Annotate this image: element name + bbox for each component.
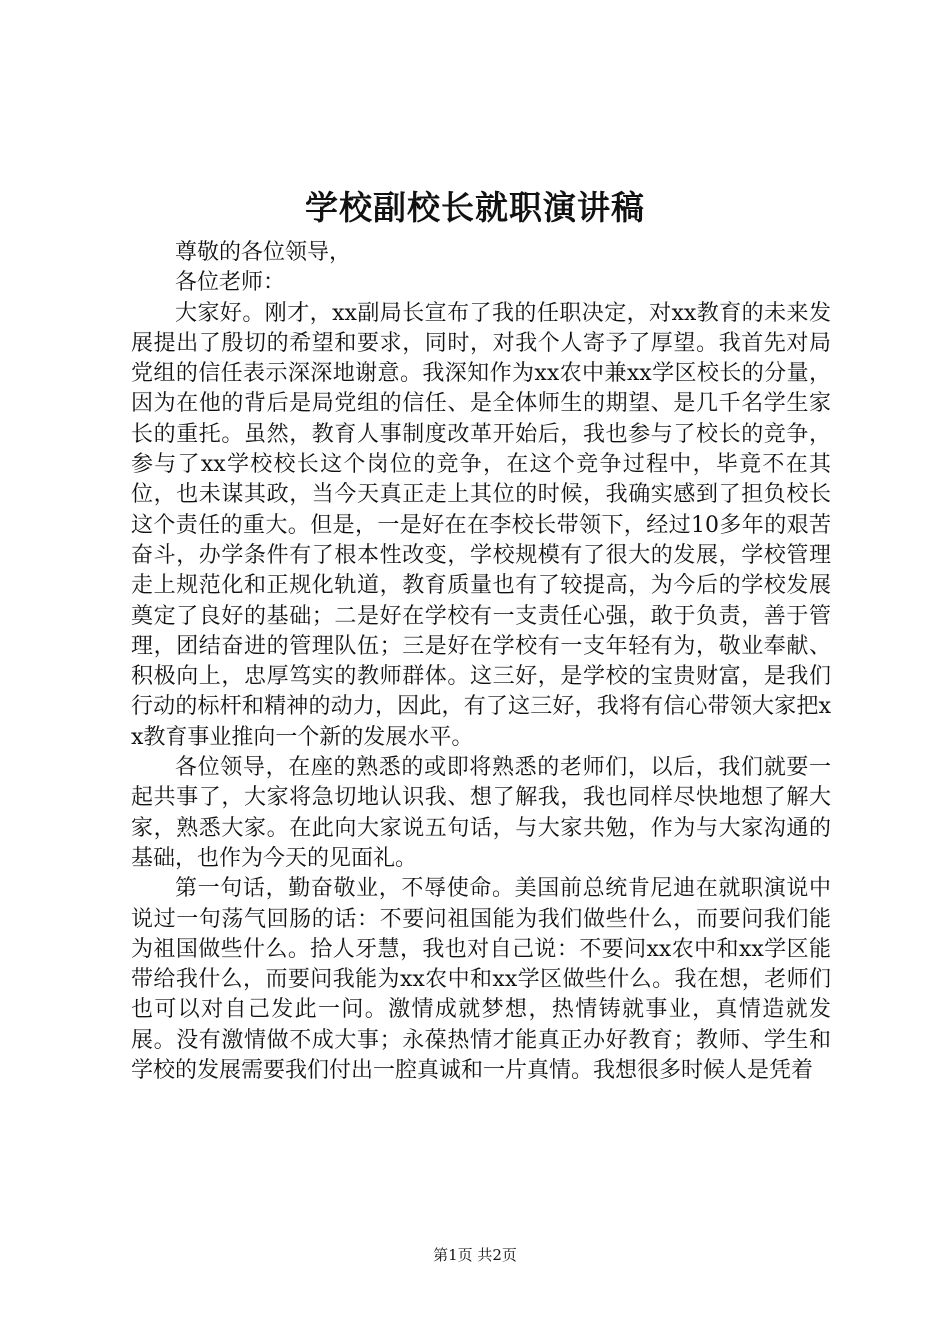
paragraph: 大家好。刚才，xx副局长宣布了我的任职决定，对xx教育的未来发展提出了殷切的希望和要求，同时，对我个人寄予了厚望。我首先对局党组的信任表示深深地谢意。我深知作为xx农中兼xx学区校长的分量，因为在他的背后是局党组的信任、是全体师生的期望、是几千名学生家长的重托。虽然，教育人事制度改革开始后，我也参与了校长的竞争，参与了xx学校校长这个岗位的竞争，在这个竞争过程中，毕竟不在其位，也未谋其政，当今天真正走上其位的时候，我确实感到了担负校长这个责任的重大。但是，一是好在在李校长带领下，经过10多年的艰苦奋斗，办学条件有了根本性改变，学校规模有了很大的发展，学校管理走上规范化和正规化轨道，教育质量也有了较提高，为今后的学校发展奠定了良好的基础；二是好在学校有一支责任心强，敢于负责，善于管理，团结奋进的管理队伍；三是好在学校有一支年轻有为，敬业奉献、积极向上，忠厚笃实的教师群体。这三好，是学校的宝贵财富，是我们行动的标杆和精神的动力，因此，有了这三好，我将有信心带领大家把xx教育事业推向一个新的发展水平。 [131,300,831,750]
paragraph: 第一句话，勤奋敬业，不辱使命。美国前总统肯尼迪在就职演说中说过一句荡气回肠的话：不要问祖国能为我们做些什么，而要问我们能为祖国做些什么。拾人牙慧，我也对自己说：不要问xx农中和xx学区能带给我什么，而要问我能为xx农中和xx学区做些什么。我在想，老师们也可以对自己发此一问。激情成就梦想，热情铸就事业，真情造就发展。没有激情做不成大事；永葆热情才能真正办好教育；教师、学生和学校的发展需要我们付出一腔真诚和一片真情。我想很多时候人是凭着 [131,876,831,1084]
page-number-footer: 第1页 共2页 [433,1246,517,1264]
salutation-leaders: 尊敬的各位领导， [175,240,352,265]
page-title: 学校副校长就职演讲稿 [305,188,645,227]
paragraph: 各位领导，在座的熟悉的或即将熟悉的老师们，以后，我们就要一起共事了，大家将急切地认识我、想了解我，我也同样尽快地想了解大家，熟悉大家。在此向大家说五句话，与大家共勉，作为与大家沟通的基础，也作为今天的见面礼。 [131,755,831,871]
salutation-teachers: 各位老师： [175,270,286,296]
document-body [131,238,831,1086]
